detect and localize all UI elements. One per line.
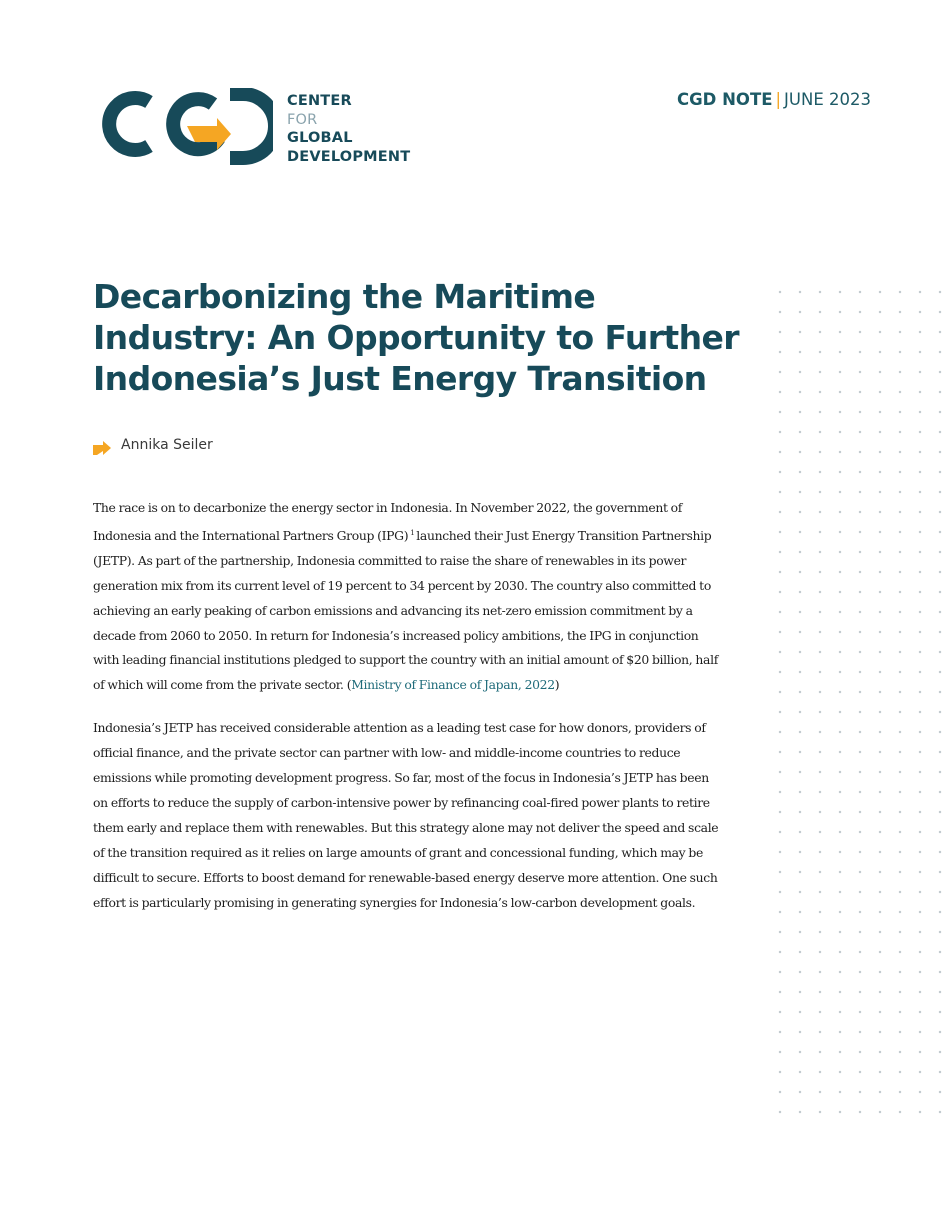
- paragraph-2: Indonesia’s JETP has received considerable attention as a leading test case for how donors, providers of official finance, and the private sector can partner with low- and middle-income countries to reduce emissions while promoting development progress. So far, most of the focus in Indonesia’s JETP has been on efforts to reduce the supply of carbon-intensive power by refinancing coal-fired power plants to retire them early and replace them with renewables. But this strategy alone may not deliver the speed and scale of the transition required as it relies on large amounts of grant and concessional funding, which may be difficult to secure. Efforts to boost demand for renewable-based energy deserve more attention. One such effort is particularly promising in generating synergies for Indonesia’s low-carbon development goals.: [93, 720, 719, 910]
- tag-separator: |: [775, 90, 782, 109]
- arrow-bullet-icon: [93, 441, 111, 455]
- footnote-marker[interactable]: 1: [410, 528, 415, 537]
- decorative-dot-grid: [770, 282, 942, 1114]
- cgd-logo-mark-icon: [93, 88, 273, 166]
- logo-line-center: CENTER: [287, 93, 352, 109]
- logo-line-global: GLOBAL: [287, 130, 353, 146]
- series-label: CGD NOTE: [677, 90, 773, 109]
- article-body: [93, 496, 725, 934]
- publication-tag: [677, 90, 871, 109]
- publication-date: JUNE 2023: [784, 90, 871, 109]
- logo-wordmark: [287, 92, 410, 166]
- paragraph-1: [93, 496, 725, 698]
- paragraph-1-text-b: launched their Just Energy Transition Partnership (JETP). As part of the partnership, Indonesia committed to raise the share of renewables in its power generation mix from its current level of 19 percent to 34 percent by 2030. The country also committed to achieving an early peaking of carbon emissions and advancing its net-zero emission commitment by a decade from 2060 to 2050. In return for Indonesia’s increased policy ambitions, the IPG in conjunction with leading financial institutions pledged to support the country with an initial amount of $20 billion, half of which will come from the private sector. (: [93, 527, 718, 693]
- logo-line-for: FOR: [287, 111, 318, 128]
- citation-link[interactable]: Ministry of Finance of Japan, 2022: [351, 677, 555, 693]
- logo-line-development: DEVELOPMENT: [287, 148, 411, 165]
- paragraph-1-text-a: The race is on to decarbonize the energy sector in Indonesia. In November 2022, the government of Indonesia and the International Partners Group (IPG): [93, 500, 683, 543]
- author-name: Annika Seiler: [121, 437, 213, 453]
- paragraph-1-text-c: ): [554, 677, 560, 693]
- cgd-logo: [93, 88, 413, 168]
- page-title: Decarbonizing the Maritime Industry: An Opportunity to Further Indonesia’s Just Energy Transition: [93, 277, 739, 398]
